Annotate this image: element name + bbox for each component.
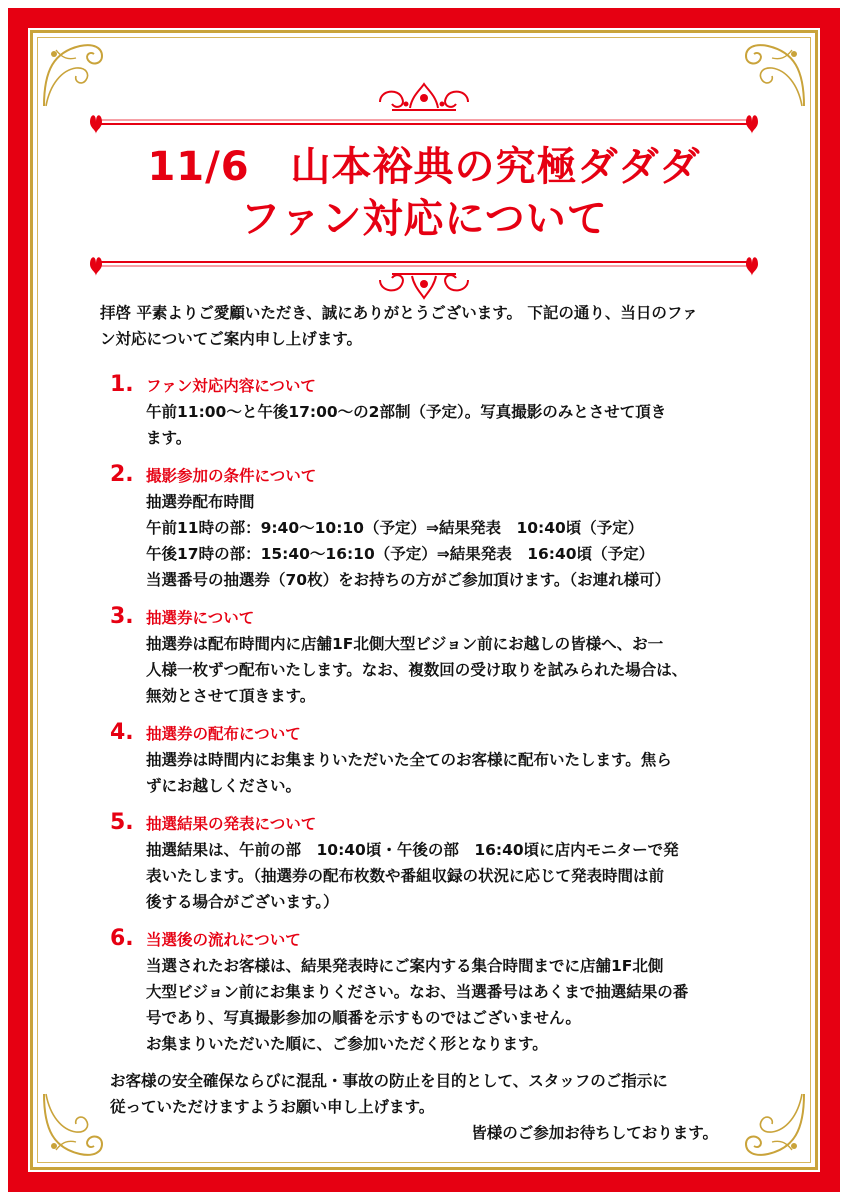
section-4 [110,720,790,799]
section-title: 抽選券について [146,609,255,627]
section-title: 抽選券の配布について [146,725,301,743]
section-line: 後する場合がございます。） [146,893,339,911]
fleur-de-lis-icon [746,257,758,276]
section-number: 3. [110,604,134,629]
bottom-ornament-rule [80,250,768,302]
section-number: 2. [110,462,134,487]
section-3 [110,604,790,709]
section-number: 1. [110,372,134,397]
intro-line: 拝啓 平素よりご愛顧いただき、誠にありがとうございます。 下記の通り、当日のファ [100,304,698,322]
section-line: 当選番号の抽選券（70枚）をお持ちの方がご参加頂けます。（お連れ様可） [146,571,671,589]
section-line: 午前11:00〜と午後17:00〜の2部制（予定）。写真撮影のみとさせて頂き [146,403,667,421]
section-title: 当選後の流れについて [146,931,301,949]
section-1 [110,372,790,451]
section-2 [110,462,790,593]
fleur-de-lis-icon [746,115,758,134]
corner-ornament-icon [40,1090,110,1160]
fleur-de-lis-icon [90,115,102,134]
section-5 [110,810,790,915]
crown-ornament-icon [380,84,468,110]
page-title-line1: 11/6 山本裕典の究極ダダダ [147,144,701,190]
section-line: 表いたします。（抽選券の配布枚数や番組収録の状況に応じて発表時間は前 [146,867,665,885]
section-6 [110,926,790,1057]
section-number: 6. [110,926,134,951]
section-number: 5. [110,810,134,835]
closing-paragraph [110,1068,790,1120]
section-line: 大型ビジョン前にお集まりください。なお、当選番号はあくまで抽選結果の番 [146,983,689,1001]
section-line: ずにお越しください。 [146,777,302,795]
closing-line: お客様の安全確保ならびに混乱・事故の防止を目的として、スタッフのご指示に [110,1072,668,1090]
section-title: ファン対応内容について [146,377,316,395]
section-number: 4. [110,720,134,745]
top-ornament-rule [80,80,768,140]
signoff-text: 皆様のご参加お待ちしております。 [471,1124,718,1142]
fleur-de-lis-icon [90,257,102,276]
section-line: 抽選券配布時間 [146,493,255,511]
section-line: 午前11時の部：9:40〜10:10（予定）⇒結果発表 10:40頃（予定） [146,519,644,537]
section-line: 抽選結果は、午前の部 10:40頃・午後の部 16:40頃に店内モニターで発 [146,841,679,859]
closing-line: 従っていただけますようお願い申し上げます。 [110,1098,435,1116]
section-title: 撮影参加の条件について [146,467,317,485]
section-line: 号であり、写真撮影参加の順番を示すものではございません。 [146,1009,581,1027]
section-line: お集まりいただいた順に、ご参加いただく形となります。 [146,1035,548,1053]
section-line: 抽選券は配布時間内に店舗1F北側大型ビジョン前にお越しの皆様へ、お一 [146,635,664,653]
section-title: 抽選結果の発表について [146,815,317,833]
section-line: 当選されたお客様は、結果発表時にご案内する集合時間までに店舗1F北側 [146,957,664,975]
intro-line: ン対応についてご案内申し上げます。 [100,330,362,348]
section-line: 抽選券は時間内にお集まりいただいた全てのお客様に配布いたします。焦ら [146,751,672,769]
intro-paragraph [100,300,780,352]
section-line: ます。 [146,429,192,447]
page-title-line2: ファン対応について [240,196,608,242]
section-line: 人様一枚ずつ配布いたします。なお、複数回の受け取りを試みられた場合は、 [146,661,688,679]
section-line: 無効とさせて頂きます。 [146,687,316,705]
section-line: 午後17時の部：15:40〜16:10（予定）⇒結果発表 16:40頃（予定） [146,545,655,563]
crown-ornament-icon [380,274,468,298]
